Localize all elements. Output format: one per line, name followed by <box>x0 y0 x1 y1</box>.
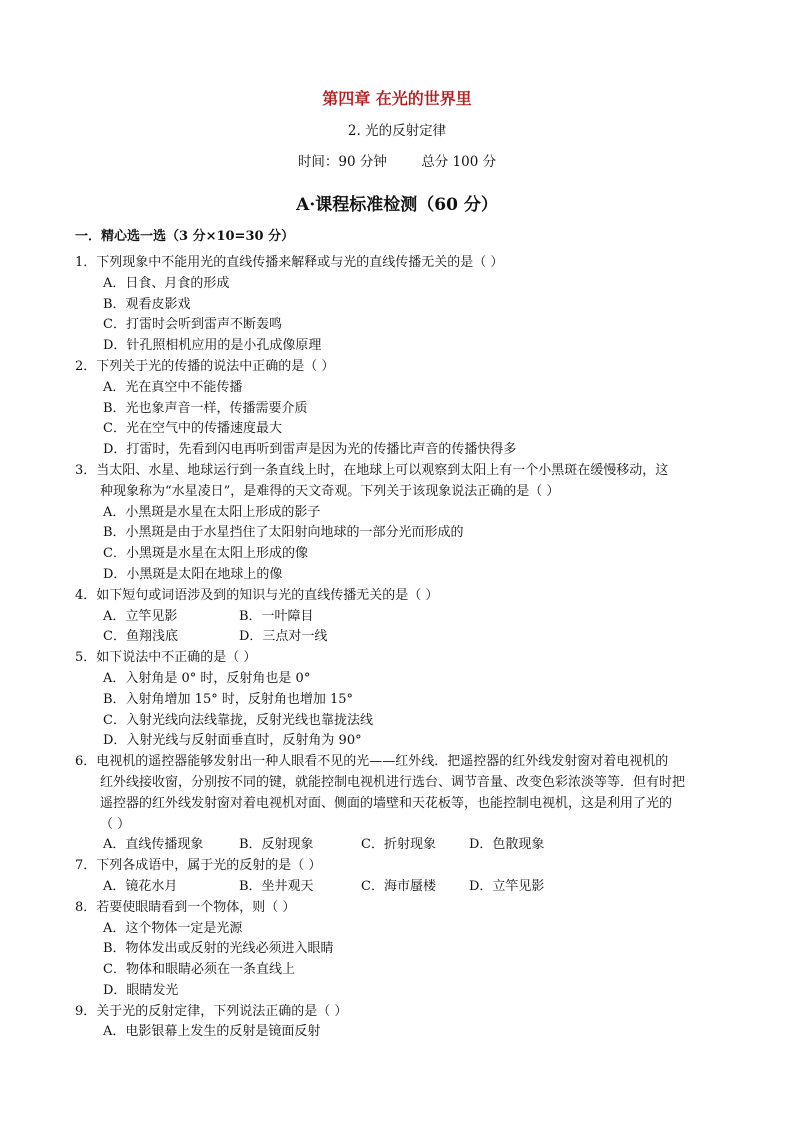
question-8-option-a: A．这个物体一定是光源 <box>103 920 243 936</box>
part-heading: 一．精心选一选（3 分×10=30 分） <box>75 229 295 244</box>
question-4-option-d: D．三点对一线 <box>239 629 328 645</box>
question-list <box>75 253 725 1043</box>
question-2-stem: 2．下列关于光的传播的说法中正确的是（ ） <box>75 358 335 374</box>
question-2-option-a: A．光在真空中不能传播 <box>103 379 243 395</box>
question-7-option-d: D．立竿见影 <box>469 878 545 894</box>
question-9-stem: 9．关于光的反射定律，下列说法正确的是（ ） <box>75 1003 348 1019</box>
question-6-options-row <box>75 835 725 856</box>
question-2-option-b: B．光也象声音一样，传播需要介质 <box>103 400 308 416</box>
question-6-option-b: B．反射现象 <box>239 837 314 853</box>
question-3-stem: 3．当太阳、水星、地球运行到一条直线上时，在地球上可以观察到太阳上有一个小黑斑在缓慢移动，这 <box>75 462 669 478</box>
question-8-option-d: D．眼睛发光 <box>103 982 179 998</box>
question-4-stem: 4．如下短句或词语涉及到的知识与光的直线传播无关的是（ ） <box>75 587 439 603</box>
question-3-option-c: C．小黑斑是水星在太阳上形成的像 <box>103 546 308 562</box>
lesson-subtitle: 2. 光的反射定律 <box>347 123 447 139</box>
question-6-answer-blank: （ ） <box>100 816 131 832</box>
question-4-options-row-1 <box>75 607 725 628</box>
question-8-option-c: C．物体和眼睛必须在一条直线上 <box>103 962 295 978</box>
question-5-option-a: A．入射角是 0° 时，反射角也是 0° <box>103 670 311 686</box>
question-2-option-d: D．打雷时，先看到闪电再听到雷声是因为光的传播比声音的传播快得多 <box>103 442 517 458</box>
section-title: A·课程标准检测（60 分） <box>296 195 498 215</box>
chapter-title: 第四章 在光的世界里 <box>322 89 472 108</box>
question-6-stem: 6．电视机的遥控器能够发射出一种人眼看不见的光——红外线．把遥控器的红外线发射窗对着电视机的 <box>75 754 669 770</box>
question-9-option-a: A．电影银幕上发生的反射是镜面反射 <box>103 1024 321 1040</box>
question-7-stem: 7．下列各成语中，属于光的反射的是（ ） <box>75 858 322 874</box>
question-6-stem-continued-1: 红外线接收窗，分别按不同的键，就能控制电视机进行选台、调节音量、改变色彩浓淡等等．但有时把 <box>100 774 686 790</box>
question-1-option-c: C．打雷时会听到雷声不断轰鸣 <box>103 317 282 333</box>
question-4-option-a: A．立竿见影 <box>103 608 178 624</box>
question-6-option-d: D．色散现象 <box>469 837 545 853</box>
question-7-option-b: B．坐井观天 <box>239 878 314 894</box>
question-1-option-b: B．观看皮影戏 <box>103 296 191 312</box>
question-6-option-a: A．直线传播现象 <box>103 837 204 853</box>
question-7-option-c: C．海市蜃楼 <box>361 878 436 894</box>
question-4-option-c: C．鱼翔浅底 <box>103 629 178 645</box>
question-8-option-b: B．物体发出或反射的光线必须进入眼睛 <box>103 941 334 957</box>
question-7-option-a: A．镜花水月 <box>103 878 178 894</box>
question-5-stem: 5．如下说法中不正确的是（ ） <box>75 650 257 666</box>
question-1-stem: 1．下列现象中不能用光的直线传播来解释或与光的直线传播无关的是（ ） <box>75 255 504 270</box>
question-8-stem: 8．若要使眼睛看到一个物体，则（ ） <box>75 899 296 915</box>
question-3-option-d: D．小黑斑是太阳在地球上的像 <box>103 566 283 582</box>
question-3-option-a: A．小黑斑是水星在太阳上形成的影子 <box>103 504 321 520</box>
question-4-option-b: B．一叶障目 <box>239 608 314 624</box>
question-4-options-row-2 <box>75 627 725 648</box>
question-1-option-a: A．日食、月食的形成 <box>103 275 230 291</box>
question-5-option-b: B．入射角增加 15° 时，反射角也增加 15° <box>103 691 354 707</box>
question-2-option-c: C．光在空气中的传播速度最大 <box>103 421 282 437</box>
question-5-option-c: C．入射光线向法线靠拢，反射光线也靠拢法线 <box>103 712 373 728</box>
question-7-options-row <box>75 877 725 898</box>
question-6-stem-continued-2: 遥控器的红外线发射窗对着电视机对面、侧面的墙壁和天花板等，也能控制电视机，这是利用了光的 <box>100 795 673 811</box>
question-5-option-d: D．入射光线与反射面垂直时，反射角为 90° <box>103 733 362 749</box>
question-3-stem-continued: 种现象称为“水星凌日”，是难得的天文奇观。下列关于该现象说法正确的是（ ） <box>100 483 560 499</box>
question-1-option-d: D．针孔照相机应用的是小孔成像原理 <box>103 338 322 354</box>
question-3-option-b: B．小黑斑是由于水星挡住了太阳射向地球的一部分光而形成的 <box>103 525 464 541</box>
time-and-score: 时间：90 分钟 总分 100 分 <box>297 154 497 170</box>
question-6-option-c: C．折射现象 <box>361 837 436 853</box>
